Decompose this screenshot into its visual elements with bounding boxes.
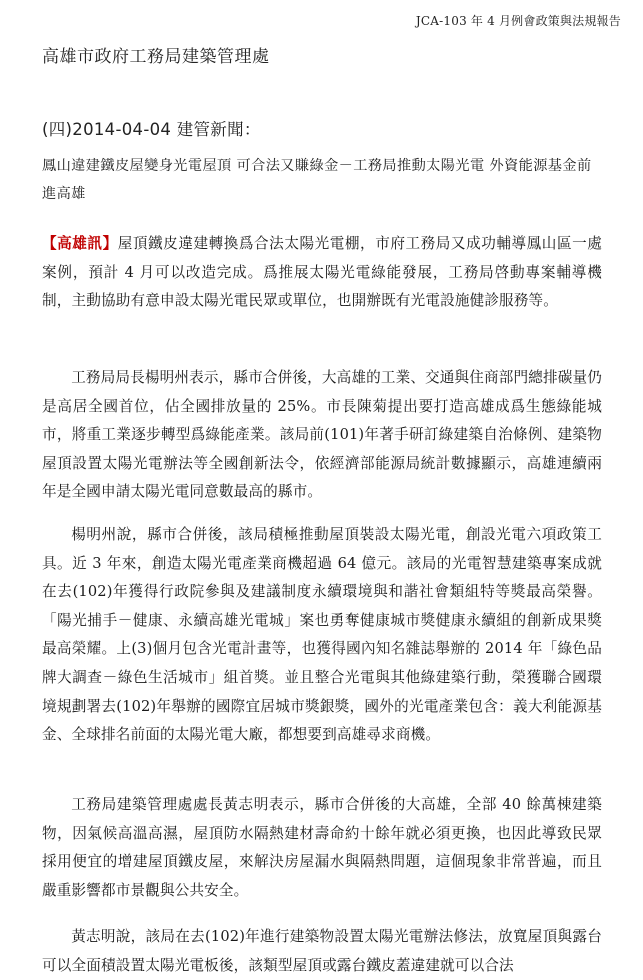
news-section-title: (四)2014-04-04 建管新聞： (42, 120, 261, 139)
source-tag: 【高雄訊】 (42, 235, 118, 252)
department-title: 高雄市政府工務局建築管理處 (42, 47, 270, 67)
paragraph-2: 工務局局長楊明州表示，縣市合併後，大高雄的工業、交通與住商部門總排碳量仍是高居全國首位，佔全國排放量的 25%。市長陳菊提出要打造高雄成爲生態綠能城市，將重工業逐步轉型爲綠能產業。該局前(101)年著手研訂綠建築自治條例、建築物屋頂設置太陽光電辦法等全國創新法令，依經濟部能源局統計數據顯示，高雄連續兩年是全國申請太陽光電同意數最高的縣市。 (42, 369, 602, 501)
paragraph-5: 黃志明說，該局在去(102)年進行建築物設置太陽光電辦法修法，放寬屋頂與露台可以全面積設置太陽光電板後，該類型屋頂或露台鐵皮蓋違建就可以合法 (42, 928, 602, 974)
paragraph-3: 楊明州說，縣市合併後，該局積極推動屋頂裝設太陽光電，創設光電六項政策工具。近 3 年來，創造太陽光電產業商機超過 64 億元。該局的光電智慧建築專案成就在去(102)年獲得行政院參與及建議制度永續環境與和諧社會類組特等獎最高榮譽。「陽光捕手－健康、永續高雄光電城」案也勇奪健康城市獎健康永續組的創新成果獎最高榮耀。上(3)個月包含光電計畫等，也獲得國內知名雜誌舉辦的 2014 年「綠色品牌大調查－綠色生活城市」組首獎。並且整合光電與其他綠建築行動，榮獲聯合國環境規劃署去(102)年舉辦的國際宜居城市獎銀獎，國外的光電產業包含：義大利能源基金、全球排名前面的太陽光電大廠，都想要到高雄尋求商機。 (42, 526, 602, 744)
paragraph-1-text: 屋頂鐵皮違建轉換爲合法太陽光電棚，市府工務局又成功輔導鳳山區一處案例，預計 4 月可以改造完成。爲推展太陽光電綠能發展，工務局啓動專案輔導機制，主動協助有意申設太陽光電民眾或單位，也開辦既有光電設施健診服務等。 (42, 235, 602, 310)
paragraph-1 (42, 230, 602, 316)
paragraph-4: 工務局建築管理處處長黃志明表示，縣市合併後的大高雄，全部 40 餘萬棟建築物，因氣候高溫高濕，屋頂防水隔熱建材壽命約十餘年就必須更換，也因此導致民眾採用便宜的增建屋頂鐵皮屋，來解決房屋漏水與隔熱問題，這個現象非常普遍，而且嚴重影響都市景觀與公共安全。 (42, 796, 602, 899)
news-headline: 鳳山違建鐵皮屋變身光電屋頂 可合法又賺綠金－工務局推動太陽光電 外資能源基金前進高雄 (42, 158, 592, 202)
report-header-tag: JCA-103 年 4 月例會政策與法規報告 (415, 14, 621, 28)
